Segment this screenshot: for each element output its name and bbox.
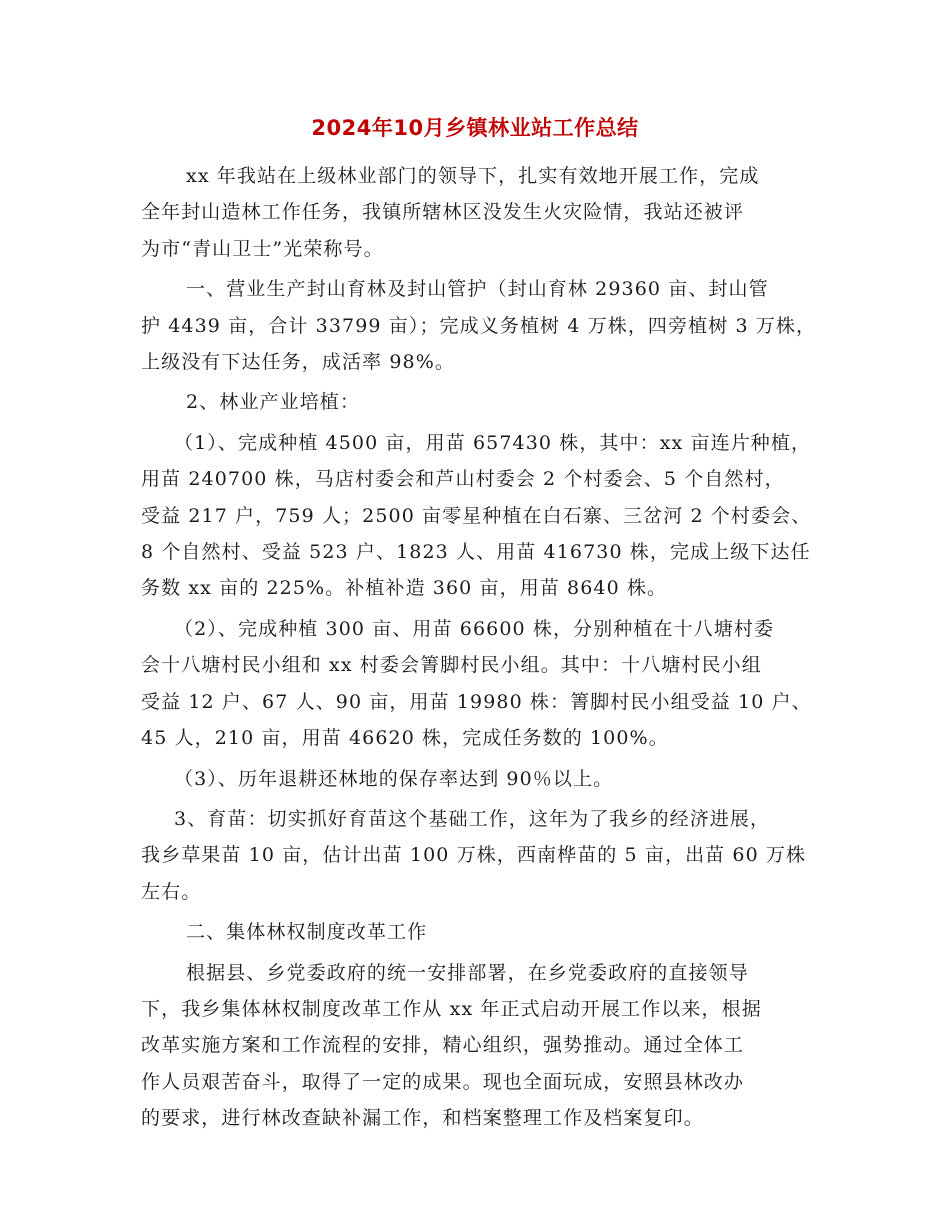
paragraph-forestry-industry-heading: [141, 384, 811, 420]
text-line: 2、林业产业培植：: [186, 391, 360, 414]
text-line: （2）、完成种植 300 亩、用苗 66600 株，分别种植在十八塘村委: [174, 617, 775, 640]
document-title: 2024年10月乡镇林业站工作总结: [311, 116, 639, 140]
text-line: （3）、历年退耕还林地的保存率达到 90％以上。: [174, 767, 614, 790]
text-line: 根据县、乡党委政府的统一安排部署，在乡党委政府的直接领导: [186, 961, 749, 984]
paragraph-section-2-heading: [141, 914, 811, 950]
text-line: 受益 12 户、67 人、90 亩，用苗 19980 株：箐脚村民小组受益 10 户、: [141, 690, 812, 713]
text-line: 上级没有下达任务，成活率 98%。: [141, 351, 455, 374]
text-line: 我乡草果苗 10 亩，估计出苗 100 万株，西南桦苗的 5 亩，出苗 60 万株: [141, 844, 807, 867]
paragraph-item-2: [141, 611, 811, 757]
text-line: 受益 217 户，759 人；2500 亩零星种植在白石寨、三岔河 2 个村委会、: [141, 504, 812, 527]
text-line: 下，我乡集体林权制度改革工作从 xx 年正式启动开展工作以来，根据: [141, 997, 762, 1020]
text-line: 一、营业生产封山育林及封山管护（封山育林 29360 亩、封山管: [186, 278, 769, 301]
text-line: 的要求，进行林改查缺补漏工作，和档案整理工作及档案复印。: [141, 1107, 704, 1130]
text-line: 8 个自然村、受益 523 户、1823 人、用苗 416730 株，完成上级下达任: [141, 541, 811, 564]
text-line: 全年封山造林工作任务，我镇所辖林区没发生火灾险情，我站还被评: [141, 201, 745, 224]
text-line: （1）、完成种植 4500 亩，用苗 657430 株，其中：xx 亩连片种植，: [174, 431, 812, 454]
text-line: 务数 xx 亩的 225%。补植补造 360 亩，用苗 8640 株。: [141, 577, 668, 600]
paragraph-seedlings: [141, 801, 811, 910]
text-line: xx 年我站在上级林业部门的领导下，扎实有效地开展工作，完成: [186, 165, 760, 187]
text-line: 作人员艰苦奋斗，取得了一定的成果。现也全面玩成，安照县林改办: [141, 1070, 745, 1093]
paragraph-item-1: [141, 425, 811, 607]
text-line: 会十八塘村民小组和 xx 村委会箐脚村民小组。其中：十八塘村民小组: [141, 654, 762, 677]
paragraph-forest-reform: [141, 955, 811, 1137]
paragraph-intro: [141, 158, 811, 267]
text-line: 为市“青山卫士”光荣称号。: [141, 237, 384, 260]
paragraph-section-1: [141, 271, 817, 380]
text-line: 护 4439 亩，合计 33799 亩）；完成义务植树 4 万株，四旁植树 3 万株，: [141, 314, 817, 337]
document-body: [141, 158, 817, 1141]
text-line: 45 人，210 亩，用苗 46620 株，完成任务数的 100%。: [141, 727, 669, 750]
text-line: 二、集体林权制度改革工作: [186, 921, 428, 944]
text-line: 改革实施方案和工作流程的安排，精心组织，强势推动。通过全体工: [141, 1034, 745, 1057]
text-line: 3、育苗：切实抓好育苗这个基础工作，这年为了我乡的经济进展，: [174, 807, 771, 830]
text-line: 用苗 240700 株，马店村委会和芦山村委会 2 个村委会、5 个自然村，: [141, 468, 785, 491]
paragraph-item-3: [141, 761, 811, 797]
text-line: 左右。: [141, 880, 202, 903]
